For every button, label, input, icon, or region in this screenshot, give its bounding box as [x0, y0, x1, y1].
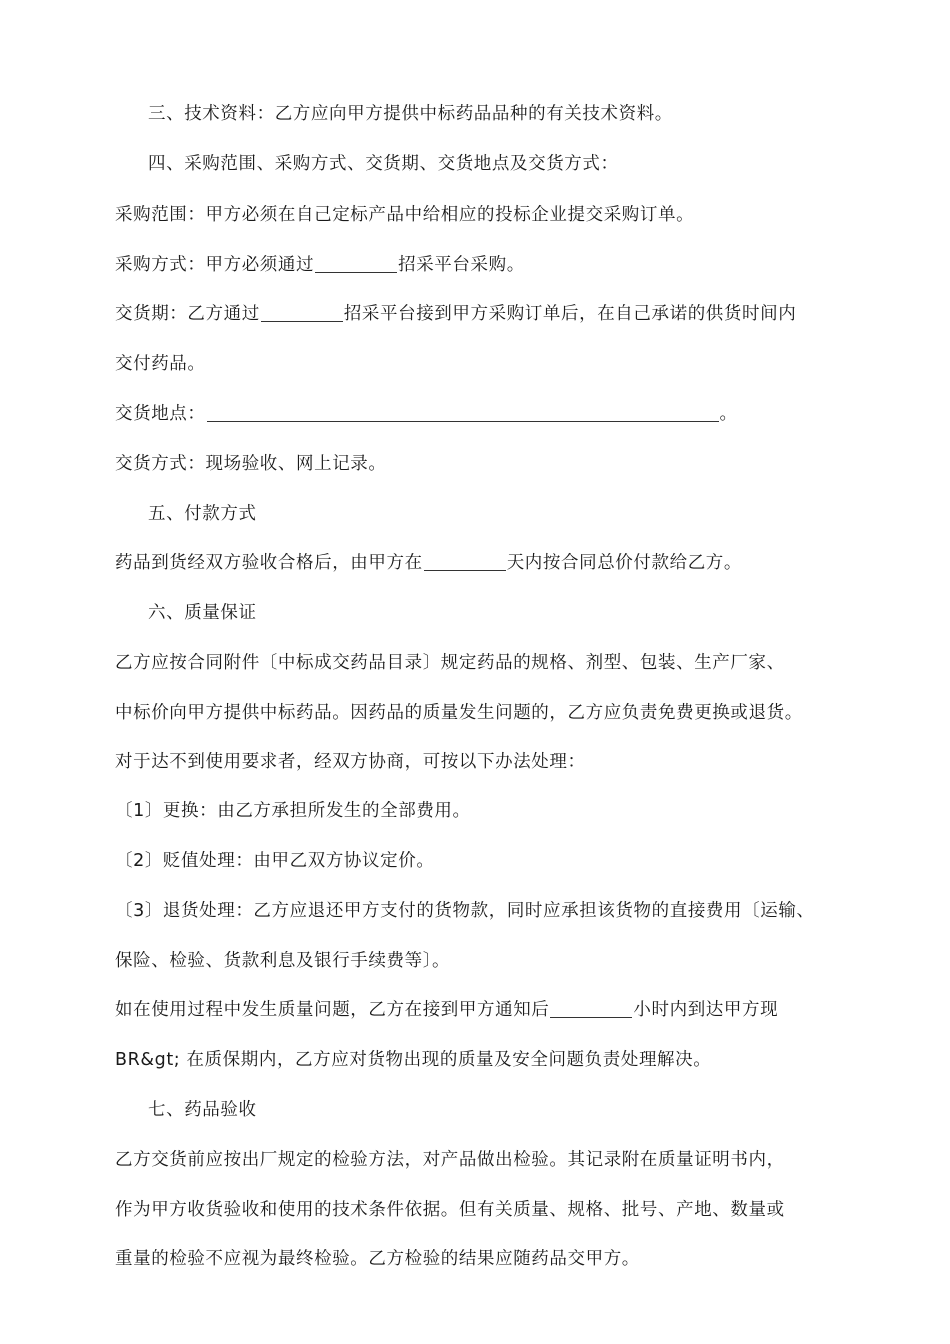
days-blank	[424, 552, 506, 571]
delivery-period	[115, 302, 796, 326]
section-3-technical-data: 三、技术资料：乙方应向甲方提供中标药品品种的有关技术资料。	[148, 104, 673, 124]
onsite-response-suffix: 小时内到达甲方现	[633, 1000, 779, 1020]
payment-terms	[115, 551, 742, 575]
onsite-response	[115, 998, 778, 1022]
inspection-paragraph-line-1: 乙方交货前应按出厂规定的检验方法，对产品做出检验。其记录附在质量证明书内，	[115, 1150, 785, 1170]
delivery-location-label: 交货地点：	[115, 404, 206, 424]
quality-paragraph-line-2: 中标价向甲方提供中标药品。因药品的质量发生问题的，乙方应负责免费更换或退货。	[115, 703, 803, 723]
delivery-location-end: 。	[719, 404, 738, 424]
inspection-paragraph-line-2: 作为甲方收货验收和使用的技术条件依据。但有关质量、规格、批号、产地、数量或	[115, 1200, 785, 1220]
option-return-continued: 保险、检验、货款利息及银行手续费等〕。	[115, 951, 451, 971]
section-6-heading: 六、质量保证	[148, 603, 257, 623]
location-blank	[207, 403, 719, 422]
procurement-method	[115, 253, 525, 277]
delivery-period-continued: 交付药品。	[115, 354, 206, 374]
platform-blank	[315, 254, 397, 273]
section-4-heading: 四、采购范围、采购方式、交货期、交货地点及交货方式：	[148, 154, 619, 174]
payment-terms-prefix: 药品到货经双方验收合格后，由甲方在	[115, 553, 423, 573]
delivery-location	[115, 402, 738, 426]
section-7-heading: 七、药品验收	[148, 1100, 257, 1120]
platform-blank	[261, 303, 343, 322]
option-depreciation: 〔2〕贬值处理：由甲乙双方协议定价。	[115, 851, 435, 871]
onsite-response-prefix: 如在使用过程中发生质量问题，乙方在接到甲方通知后	[115, 1000, 550, 1020]
delivery-period-prefix: 交货期：乙方通过	[115, 304, 260, 324]
delivery-period-suffix: 招采平台接到甲方采购订单后，在自己承诺的供货时间内	[343, 304, 797, 324]
payment-terms-suffix: 天内按合同总价付款给乙方。	[506, 553, 743, 573]
quality-paragraph-line-3: 对于达不到使用要求者，经双方协商，可按以下办法处理：	[115, 752, 586, 772]
quality-paragraph-line-1: 乙方应按合同附件〔中标成交药品目录〕规定药品的规格、剂型、包装、生产厂家、	[115, 653, 785, 673]
inspection-paragraph-line-3: 重量的检验不应视为最终检验。乙方检验的结果应随药品交甲方。	[115, 1249, 640, 1269]
option-return: 〔3〕退货处理：乙方应退还甲方支付的货物款，同时应承担该货物的直接费用〔运输、	[115, 901, 815, 921]
delivery-method: 交货方式：现场验收、网上记录。	[115, 454, 387, 474]
procurement-method-suffix: 招采平台采购。	[398, 255, 525, 275]
procurement-scope: 采购范围：甲方必须在自己定标产品中给相应的投标企业提交采购订单。	[115, 205, 695, 225]
procurement-method-prefix: 采购方式：甲方必须通过	[115, 255, 315, 275]
warranty-responsibility: BR&gt; 在质保期内，乙方应对货物出现的质量及安全问题负责处理解决。	[115, 1050, 712, 1070]
option-replace: 〔1〕更换：由乙方承担所发生的全部费用。	[115, 801, 471, 821]
section-5-heading: 五、付款方式	[148, 504, 257, 524]
hours-blank	[550, 999, 632, 1018]
